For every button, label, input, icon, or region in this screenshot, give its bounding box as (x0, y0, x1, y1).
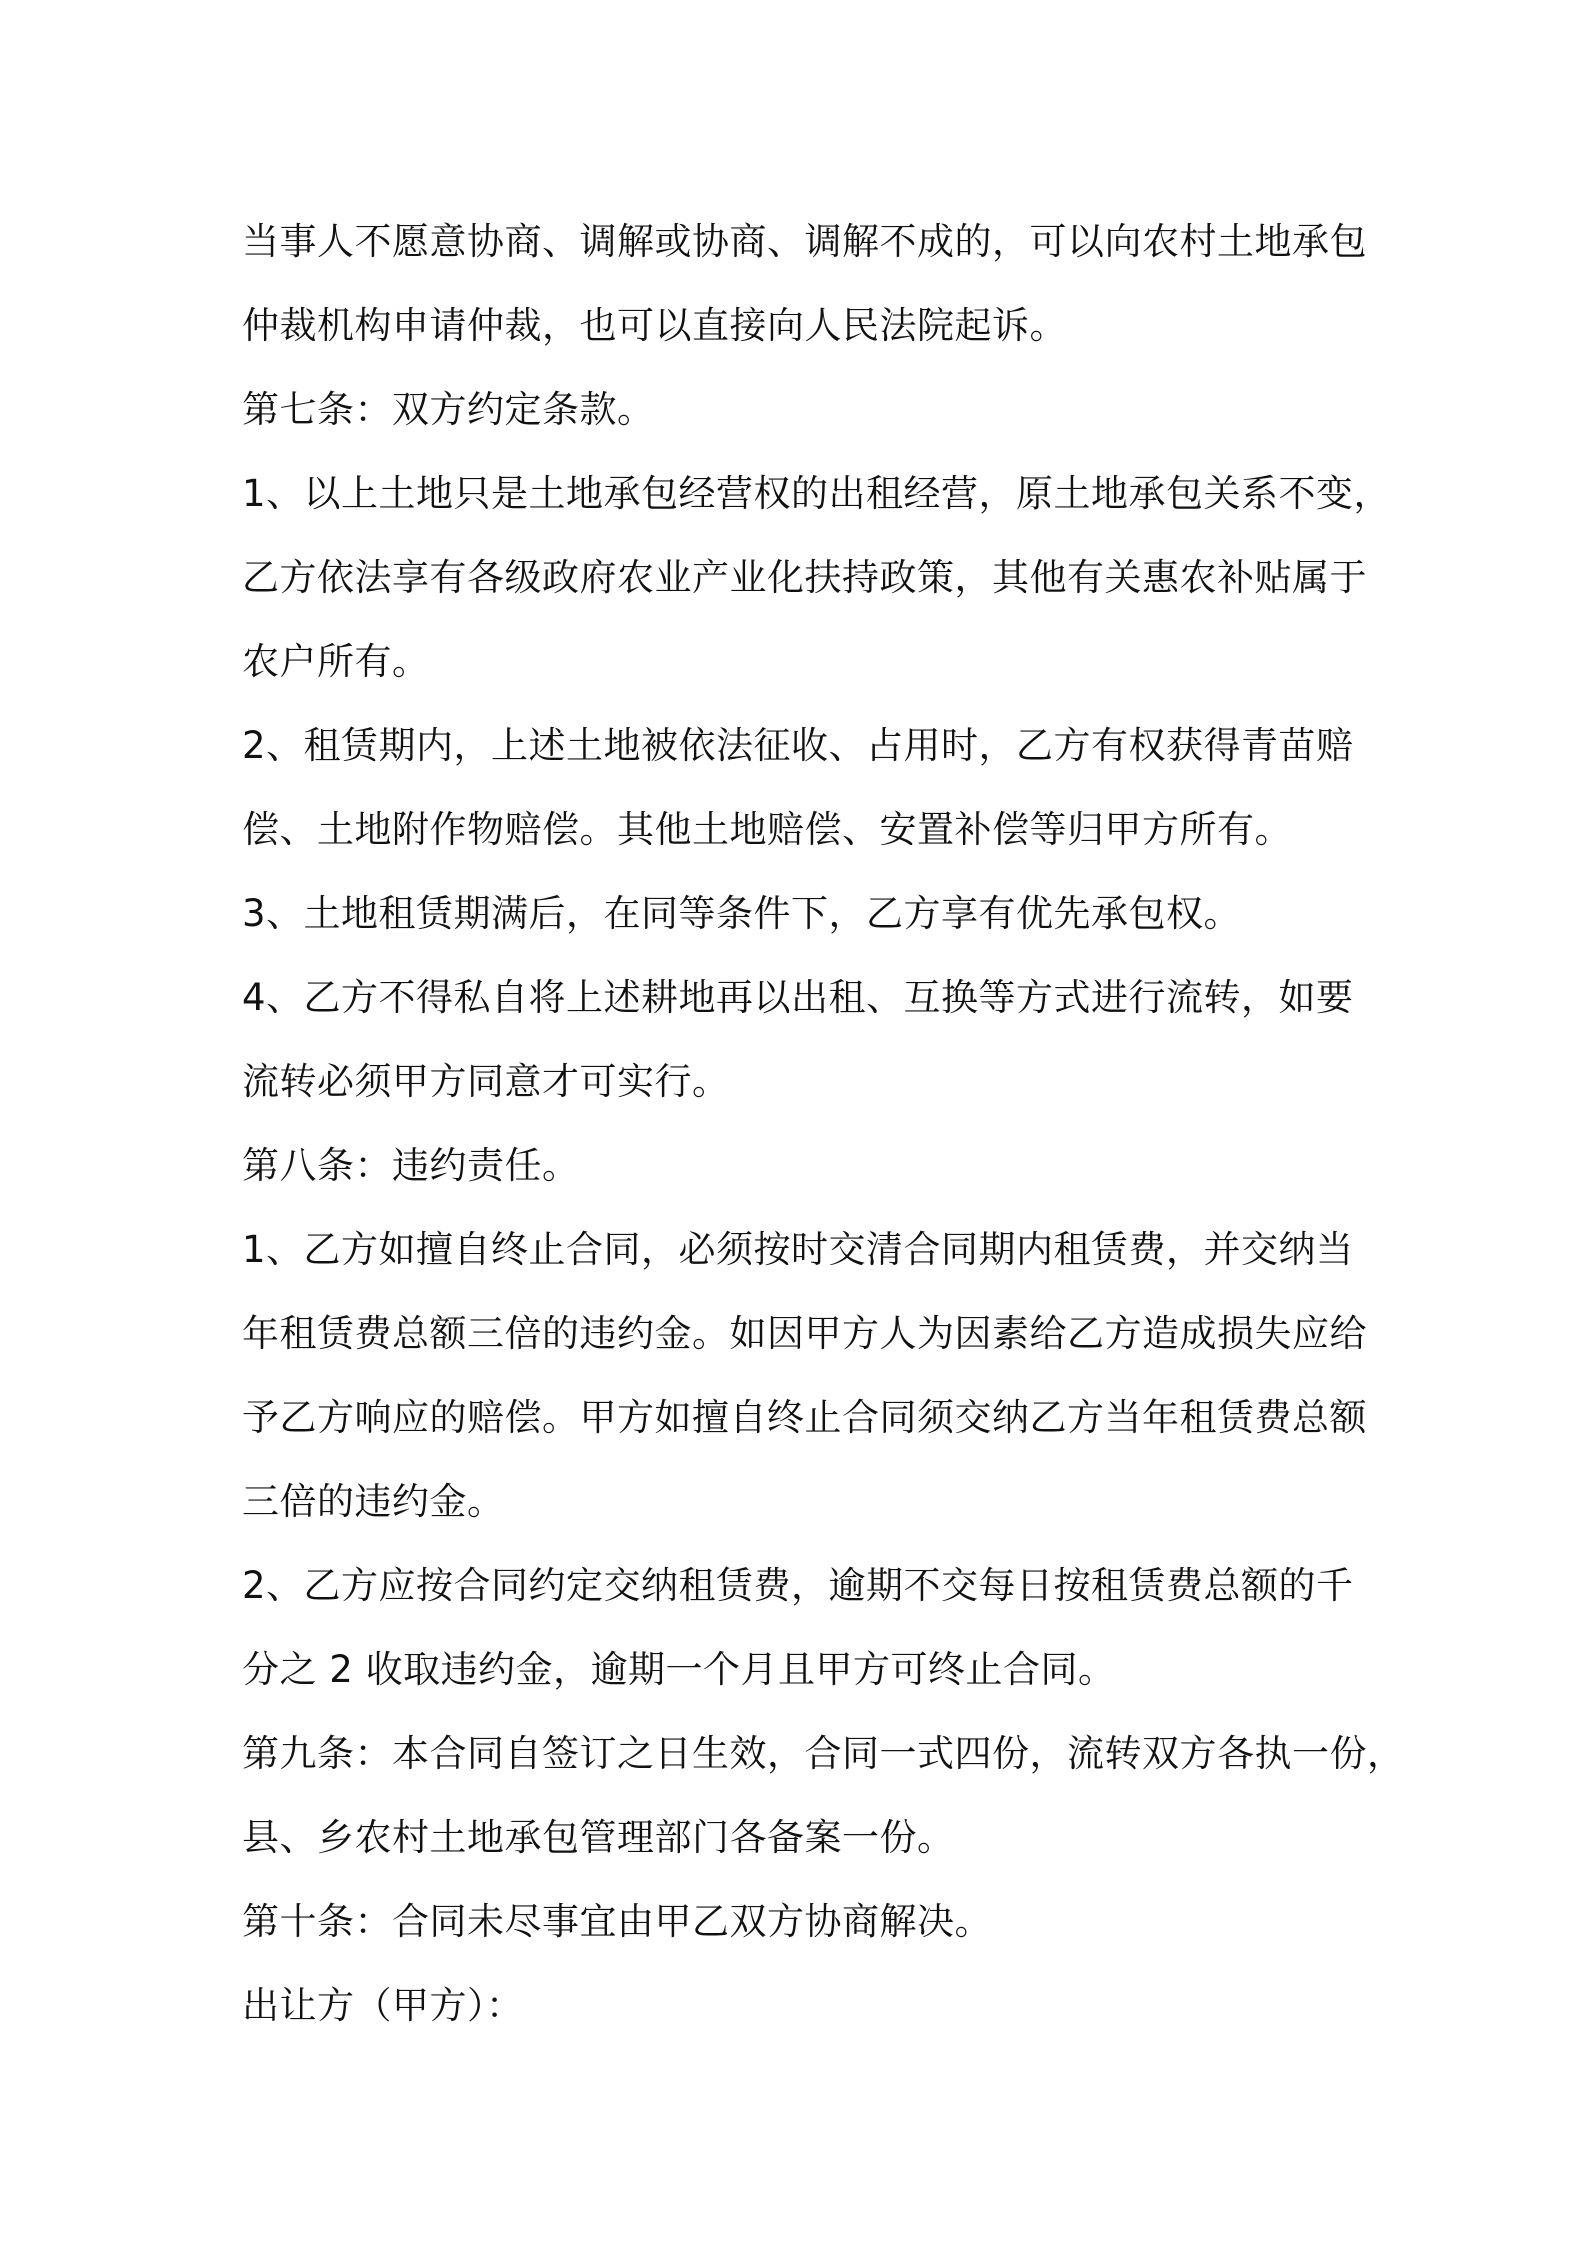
text-line: 三倍的违约金。 (242, 1480, 505, 1523)
text-line: 3、土地租赁期满后，在同等条件下，乙方享有优先承包权。 (242, 892, 1242, 935)
text-line: 偿、土地附作物赔偿。其他土地赔偿、安置补偿等归甲方所有。 (242, 808, 1292, 851)
text-line: 农户所有。 (242, 640, 430, 683)
text-line: 流转必须甲方同意才可实行。 (242, 1060, 730, 1103)
article-10-text: 第十条：合同未尽事宜由甲乙双方协商解决。 (242, 1900, 992, 1943)
text-line: 4、乙方不得私自将上述耕地再以出租、互换等方式进行流转，如要 (242, 976, 1354, 1019)
article-9-text: 第九条：本合同自签订之日生效，合同一式四份，流转双方各执一份， (242, 1732, 1405, 1775)
text-line: 1、以上土地只是土地承包经营权的出租经营，原土地承包关系不变， (242, 472, 1392, 515)
text-line: 予乙方响应的赔偿。甲方如擅自终止合同须交纳乙方当年租赁费总额 (242, 1396, 1367, 1439)
text-line: 仲裁机构申请仲裁，也可以直接向人民法院起诉。 (242, 304, 1067, 347)
text-line: 1、乙方如擅自终止合同，必须按时交清合同期内租赁费，并交纳当 (242, 1228, 1354, 1271)
text-line: 年租赁费总额三倍的违约金。如因甲方人为因素给乙方造成损失应给 (242, 1312, 1367, 1355)
article-8-heading: 第八条：违约责任。 (242, 1144, 580, 1187)
text-line: 县、乡农村土地承包管理部门各备案一份。 (242, 1816, 955, 1859)
text-line: 2、乙方应按合同约定交纳租赁费，逾期不交每日按租赁费总额的千 (242, 1564, 1354, 1607)
text-line: 当事人不愿意协商、调解或协商、调解不成的，可以向农村土地承包 (242, 220, 1367, 263)
text-line: 分之 2 收取违约金，逾期一个月且甲方可终止合同。 (242, 1648, 1116, 1691)
party-a-signature-label: 出让方（甲方）： (242, 1984, 524, 2027)
text-line: 2、租赁期内，上述土地被依法征收、占用时，乙方有权获得青苗赔 (242, 724, 1354, 767)
text-line: 乙方依法享有各级政府农业产业化扶持政策，其他有关惠农补贴属于 (242, 556, 1367, 599)
article-7-heading: 第七条：双方约定条款。 (242, 388, 655, 431)
contract-text-block (242, 200, 1405, 2048)
